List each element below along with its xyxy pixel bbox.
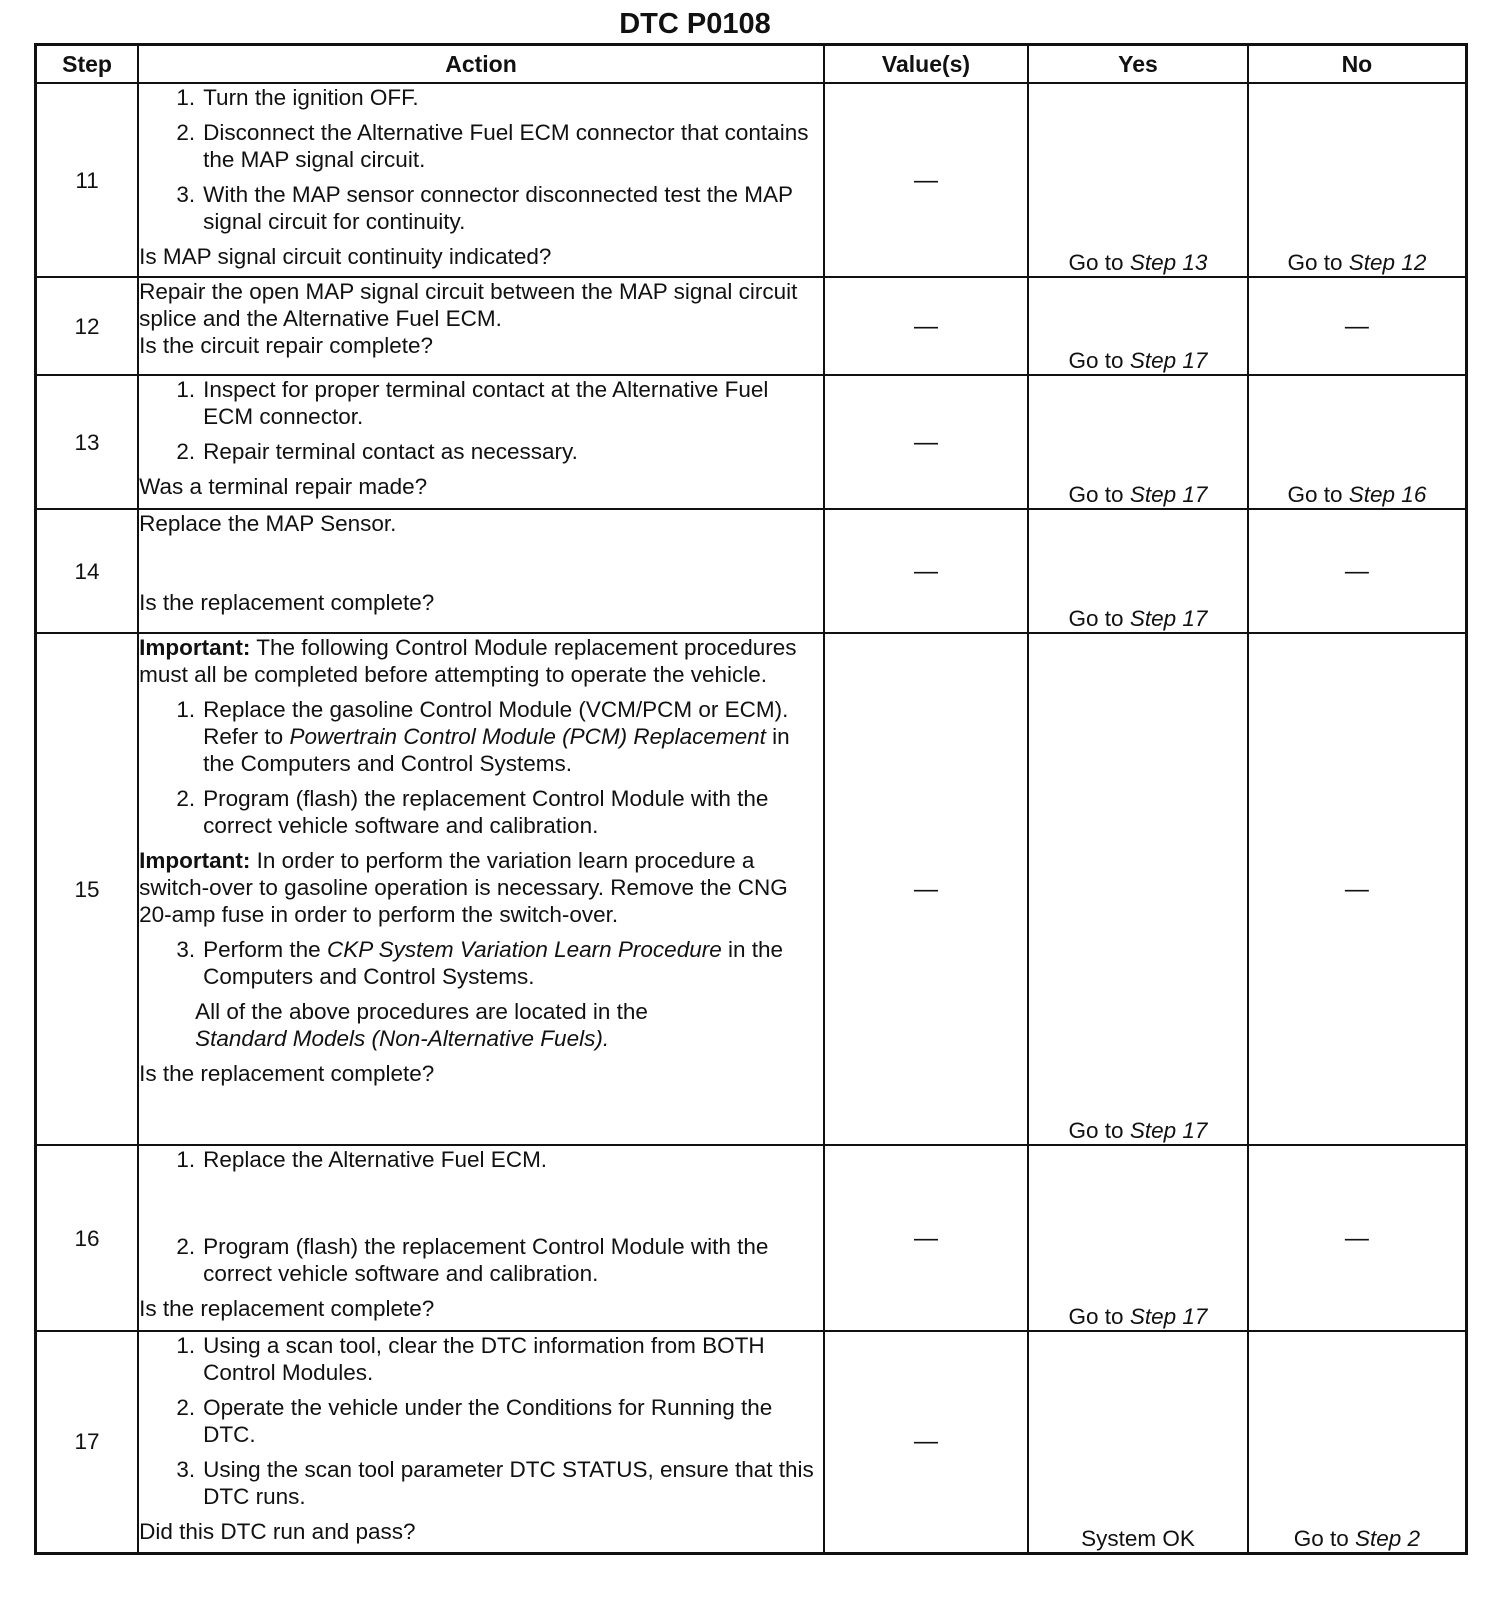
table-row (36, 509, 1467, 633)
header-values: Value(s) (824, 45, 1028, 84)
value-cell: — (824, 277, 1028, 375)
step-number: 14 (36, 509, 139, 633)
list-item: 1. Using a scan tool, clear the DTC information from BOTH Control Modules. (176, 1333, 765, 1385)
step-number: 13 (36, 375, 139, 509)
action-cell (138, 633, 824, 1145)
table-row (36, 83, 1467, 277)
list-item: 3. With the MAP sensor connector disconnected test the MAP signal circuit for continuity. (176, 182, 793, 234)
no-cell: Go to Step 12 (1248, 83, 1467, 277)
step-number: 12 (36, 277, 139, 375)
important-note: Important: The following Control Module replacement procedures must all be completed before attempting to operate the vehicle. (139, 635, 797, 687)
value-cell: — (824, 83, 1028, 277)
header-yes: Yes (1028, 45, 1248, 84)
header-no: No (1248, 45, 1467, 84)
table-row (36, 633, 1467, 1145)
header-row (36, 45, 1467, 84)
header-action: Action (138, 45, 824, 84)
no-cell: — (1248, 1145, 1467, 1331)
action-cell (138, 83, 824, 277)
header-step: Step (36, 45, 139, 84)
yes-cell: Go to Step 17 (1028, 277, 1248, 375)
no-cell: Go to Step 2 (1248, 1331, 1467, 1553)
yes-cell: System OK (1028, 1331, 1248, 1553)
value-cell: — (824, 633, 1028, 1145)
question: Was a terminal repair made? (139, 474, 428, 499)
no-cell: — (1248, 509, 1467, 633)
list-item: 2. Disconnect the Alternative Fuel ECM connector that contains the MAP signal circuit. (176, 120, 809, 172)
question: Is MAP signal circuit continuity indicated? (139, 244, 552, 269)
important-note: Important: In order to perform the variation learn procedure a switch-over to gasoline operation is necessary. Remove the CNG 20-amp fuse in order to perform the switch-over. (139, 848, 788, 927)
action-cell: Repair the open MAP signal circuit between the MAP signal circuit splice and the Alternative Fuel ECM. Is the circuit repair complete? (138, 277, 824, 375)
value-cell: — (824, 509, 1028, 633)
list-item: 1. Replace the Alternative Fuel ECM. (176, 1147, 548, 1172)
step-number: 17 (36, 1331, 139, 1553)
no-cell: — (1248, 633, 1467, 1145)
list-item: 1. Inspect for proper terminal contact at the Alternative Fuel ECM connector. (176, 377, 769, 429)
list-item: 1. Replace the gasoline Control Module (VCM/PCM or ECM). Refer to Powertrain Control Module (PCM) Replacement in the Computers and Control Systems. (176, 697, 790, 776)
question: Is the circuit repair complete? (139, 333, 434, 358)
list-item: 3. Perform the CKP System Variation Learn Procedure in the Computers and Control Systems. (176, 937, 784, 989)
yes-cell: Go to Step 17 (1028, 633, 1248, 1145)
yes-cell: Go to Step 17 (1028, 375, 1248, 509)
step-number: 11 (36, 83, 139, 277)
location-note: All of the above procedures are located in the Standard Models (Non-Alternative Fuels). (195, 999, 648, 1051)
action-cell (138, 1331, 824, 1553)
list-item: 1. Turn the ignition OFF. (176, 85, 419, 110)
no-cell: — (1248, 277, 1467, 375)
value-cell: — (824, 375, 1028, 509)
yes-cell: Go to Step 17 (1028, 509, 1248, 633)
no-cell: Go to Step 16 (1248, 375, 1467, 509)
value-cell: — (824, 1145, 1028, 1331)
yes-cell: Go to Step 17 (1028, 1145, 1248, 1331)
action-cell: Replace the MAP Sensor. Is the replacement complete? (138, 509, 824, 633)
list-item: 2. Repair terminal contact as necessary. (176, 439, 578, 464)
list-item: 2. Program (flash) the replacement Control Module with the correct vehicle software and calibration. (176, 1234, 769, 1286)
list-item: 2. Operate the vehicle under the Conditions for Running the DTC. (176, 1395, 773, 1447)
step-number: 15 (36, 633, 139, 1145)
question: Did this DTC run and pass? (139, 1519, 416, 1544)
dtc-table (34, 43, 1468, 1555)
table-row (36, 1331, 1467, 1553)
step-number: 16 (36, 1145, 139, 1331)
list-item: 2. Program (flash) the replacement Control Module with the correct vehicle software and calibration. (176, 786, 769, 838)
value-cell: — (824, 1331, 1028, 1553)
yes-cell: Go to Step 13 (1028, 83, 1248, 277)
question: Is the replacement complete? (139, 590, 435, 615)
table-row (36, 277, 1467, 375)
question: Is the replacement complete? (139, 1296, 435, 1321)
action-cell (138, 1145, 824, 1331)
document-title: DTC P0108 (619, 8, 771, 40)
list-item: 3. Using the scan tool parameter DTC STATUS, ensure that this DTC runs. (176, 1457, 814, 1509)
table-row (36, 375, 1467, 509)
action-cell (138, 375, 824, 509)
question: Is the replacement complete? (139, 1061, 435, 1086)
table-row (36, 1145, 1467, 1331)
